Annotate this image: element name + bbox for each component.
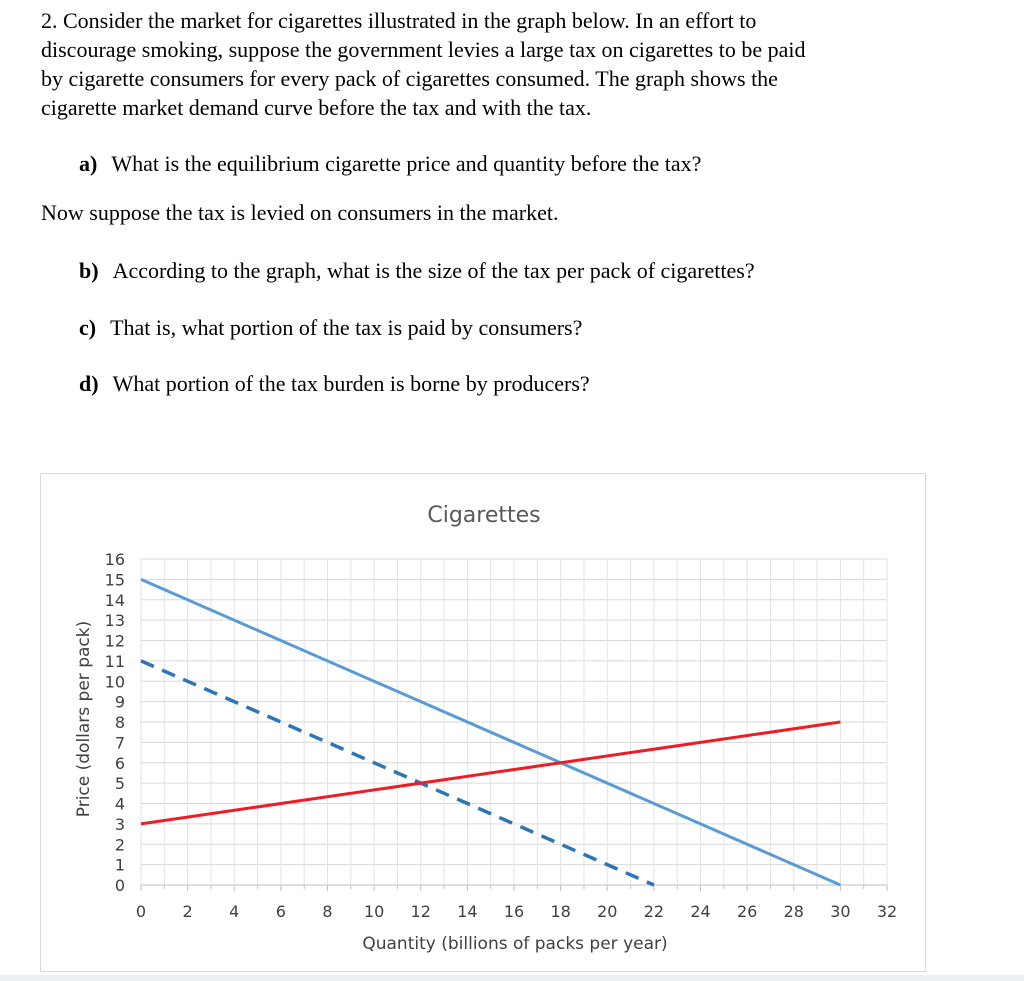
chart-title: Cigarettes bbox=[427, 503, 541, 528]
x-tick-label-24: 24 bbox=[690, 902, 711, 921]
y-tick-label-3: 3 bbox=[114, 814, 125, 834]
part-a-text: What is the equilibrium cigarette price and quantity before the tax? bbox=[111, 151, 702, 176]
x-tick-label-12: 12 bbox=[410, 902, 431, 921]
y-tick-label-16: 16 bbox=[104, 550, 125, 569]
x-tick-label-6: 6 bbox=[275, 902, 286, 921]
x-tick-label-20: 20 bbox=[597, 902, 618, 921]
intro-line-2: discourage smoking, suppose the government levies a large tax on cigarettes to be paid bbox=[41, 37, 806, 62]
y-tick-label-1: 1 bbox=[114, 855, 125, 875]
part-a-label: a) bbox=[79, 151, 98, 176]
y-tick-label-14: 14 bbox=[104, 590, 125, 610]
x-tick-label-0: 0 bbox=[135, 902, 147, 921]
y-tick-label-15: 15 bbox=[104, 570, 125, 590]
x-tick-label-26: 26 bbox=[736, 902, 758, 921]
part-d-label: d) bbox=[79, 371, 99, 396]
y-tick-label-0: 0 bbox=[114, 876, 125, 895]
y-tick-label-10: 10 bbox=[104, 672, 125, 692]
grid bbox=[141, 559, 887, 891]
part-b bbox=[79, 258, 755, 284]
part-d-text: What portion of the tax burden is borne by producers? bbox=[112, 371, 590, 396]
y-tick-label-4: 4 bbox=[114, 794, 125, 814]
page-bottom-rule bbox=[0, 975, 1024, 981]
x-tick-label-8: 8 bbox=[322, 902, 333, 921]
part-c-label: c) bbox=[79, 315, 97, 340]
x-tick-label-30: 30 bbox=[830, 902, 851, 921]
y-tick-label-13: 13 bbox=[104, 611, 125, 631]
x-tick-label-10: 10 bbox=[363, 902, 385, 921]
chart-svg bbox=[41, 474, 925, 971]
y-tick-label-12: 12 bbox=[104, 631, 125, 651]
y-tick-label-7: 7 bbox=[114, 733, 125, 753]
y-tick-label-5: 5 bbox=[114, 774, 125, 794]
x-tick-label-16: 16 bbox=[503, 902, 525, 921]
y-tick-label-11: 11 bbox=[104, 651, 125, 671]
x-tick-label-28: 28 bbox=[783, 902, 804, 921]
part-d bbox=[79, 371, 590, 397]
x-tick-label-4: 4 bbox=[229, 902, 240, 921]
y-tick-label-9: 9 bbox=[114, 692, 125, 712]
cigarettes-chart bbox=[40, 473, 926, 972]
x-axis-label: Quantity (billions of packs per year) bbox=[362, 934, 668, 954]
transition-text: Now suppose the tax is levied on consumers in the market. bbox=[41, 200, 559, 225]
intro-line-3: by cigarette consumers for every pack of cigarettes consumed. The graph shows the bbox=[41, 66, 778, 91]
part-a bbox=[79, 151, 701, 177]
x-tick-label-18: 18 bbox=[550, 902, 571, 921]
x-tick-label-32: 32 bbox=[876, 902, 898, 921]
part-b-label: b) bbox=[79, 258, 99, 283]
x-tick-label-2: 2 bbox=[182, 902, 193, 921]
intro-line-1: 2. Consider the market for cigarettes illustrated in the graph below. In an effort to bbox=[41, 8, 757, 33]
x-tick-label-14: 14 bbox=[457, 902, 478, 921]
y-tick-label-2: 2 bbox=[114, 835, 125, 855]
y-tick-label-6: 6 bbox=[114, 753, 125, 773]
part-c bbox=[79, 315, 582, 341]
y-tick-label-8: 8 bbox=[114, 713, 125, 732]
y-axis-label: Price (dollars per pack) bbox=[74, 620, 94, 818]
part-c-text: That is, what portion of the tax is paid by consumers? bbox=[110, 315, 583, 340]
question-intro bbox=[41, 6, 1016, 122]
intro-line-4: cigarette market demand curve before the tax and with the tax. bbox=[41, 95, 592, 120]
part-b-text: According to the graph, what is the size of the tax per pack of cigarettes? bbox=[112, 258, 755, 283]
x-tick-label-22: 22 bbox=[643, 902, 665, 921]
